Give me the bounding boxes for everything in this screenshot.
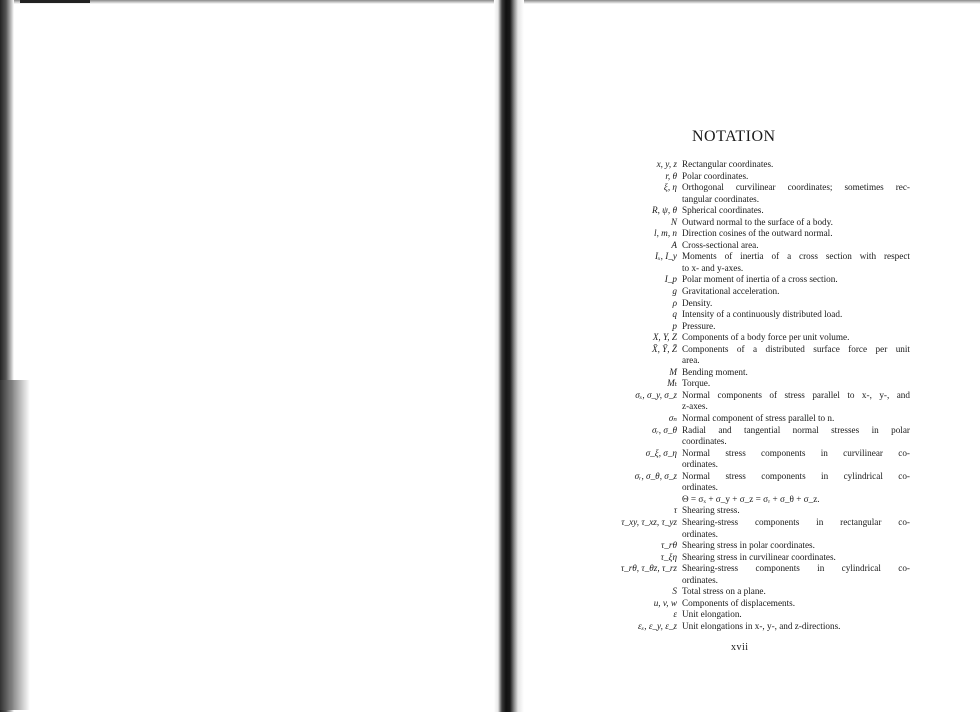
notation-description: z-axes.: [682, 401, 708, 412]
notation-description: Shearing-stress components in rectangular co-: [682, 516, 910, 527]
notation-description: Components of displacements.: [682, 597, 796, 608]
notation-row: [600, 598, 930, 610]
notation-symbol: l, m, n: [654, 228, 677, 239]
notation-symbol: τ: [673, 505, 677, 516]
notation-symbol: p: [672, 320, 677, 331]
notation-row: [600, 413, 930, 425]
notation-row: [600, 575, 930, 587]
notation-row: [600, 494, 930, 506]
notation-row: [600, 517, 930, 529]
notation-description: Rectangular coordinates.: [682, 159, 774, 169]
notation-symbol: Iₓ, I_y: [655, 251, 677, 262]
notation-symbol: σᵣ, σ_θ: [651, 424, 677, 435]
notation-symbol: x, y, z: [656, 159, 677, 169]
notation-description: Shearing-stress components in cylindrical co-: [682, 563, 910, 574]
notation-description: Shearing stress in curvilinear coordinates.: [682, 551, 836, 562]
notation-description: ordinates.: [682, 459, 718, 470]
notation-description: Radial and tangential normal stresses in polar: [682, 424, 910, 435]
notation-row: [600, 529, 930, 541]
notation-description: Components of a distributed surface force per unit: [682, 343, 910, 354]
notation-description: ordinates.: [682, 482, 718, 493]
notation-description: Components of a body force per unit volume.: [682, 332, 850, 343]
notation-row: [600, 540, 930, 552]
notation-row: [600, 609, 930, 621]
notation-symbol: σₓ, σ_y, σ_z: [635, 389, 677, 400]
notation-row: [600, 621, 930, 633]
notation-row: [600, 171, 930, 183]
notation-row: [600, 482, 930, 494]
notation-symbol: τ_ξη: [660, 551, 677, 562]
notation-row: [600, 205, 930, 217]
notation-description: Polar moment of inertia of a cross section.: [682, 274, 838, 285]
notation-row: [600, 401, 930, 413]
notation-description: Shearing stress.: [682, 505, 740, 516]
blank-left-page: [14, 0, 494, 712]
notation-row: [600, 251, 930, 263]
notation-description: Normal stress components in cylindrical co-: [682, 470, 910, 481]
notation-symbol: τ_rθ: [661, 540, 677, 551]
notation-symbol: N: [670, 216, 677, 227]
notation-description: ordinates.: [682, 574, 718, 585]
page-title: NOTATION: [692, 128, 776, 145]
notation-description: ordinates.: [682, 528, 718, 539]
notation-description: Torque.: [682, 378, 711, 389]
notation-row: [600, 182, 930, 194]
notation-symbol: R, ψ, θ: [651, 205, 677, 216]
notation-description: Shearing stress in polar coordinates.: [682, 540, 815, 551]
notation-description: tangular coordinates.: [682, 193, 760, 204]
notation-row: [600, 355, 930, 367]
notation-description: Spherical coordinates.: [682, 205, 764, 216]
notation-description: Unit elongations in x-, y-, and z-directions.: [682, 620, 841, 631]
notation-row: [600, 367, 930, 379]
notation-row: [600, 298, 930, 310]
notation-symbol: εₓ, ε_y, ε_z: [638, 620, 677, 631]
notation-description: Unit elongation.: [682, 609, 742, 620]
notation-row: [600, 344, 930, 356]
notation-description: coordinates.: [682, 436, 727, 447]
notation-description: Total stress on a plane.: [682, 586, 766, 597]
notation-description: Outward normal to the surface of a body.: [682, 216, 833, 227]
notation-description: Normal component of stress parallel to n.: [682, 413, 835, 424]
notation-row: [600, 321, 930, 333]
notation-row: [600, 286, 930, 298]
notation-description: Intensity of a continuously distributed load.: [682, 309, 843, 320]
notation-symbol: r, θ: [665, 170, 677, 181]
notation-description: Cross-sectional area.: [682, 239, 759, 250]
notation-symbol: q: [672, 309, 677, 320]
notation-symbol: τ_rθ, τ_θz, τ_rz: [620, 563, 677, 574]
notation-row: [600, 217, 930, 229]
notation-row: [600, 274, 930, 286]
notation-symbol: A: [671, 239, 677, 250]
notation-symbol: ρ: [672, 297, 677, 308]
notation-symbol: σₙ: [668, 413, 677, 424]
notation-row: [600, 390, 930, 402]
notation-symbol: X, Y, Z: [652, 332, 677, 343]
notation-row: [600, 263, 930, 275]
notation-description: Θ = σₓ + σ_y + σ_z = σᵣ + σ_θ + σ_z.: [682, 493, 820, 504]
notation-description: Moments of inertia of a cross section with respect: [682, 251, 910, 262]
notation-description: Polar coordinates.: [682, 170, 749, 181]
notation-row: [600, 425, 930, 437]
notation-symbol: X̄, Ȳ, Z̄: [651, 343, 677, 354]
notation-symbol: Mₜ: [667, 378, 677, 389]
notation-row: [600, 552, 930, 564]
page-number: xvii: [731, 642, 749, 653]
notation-symbol: ξ, η: [663, 182, 677, 193]
notation-symbol: u, v, w: [653, 597, 677, 608]
notation-row: [600, 563, 930, 575]
notation-description: to x- and y-axes.: [682, 262, 744, 273]
notation-symbol: M: [669, 366, 677, 377]
notation-symbol: S: [672, 586, 677, 597]
notation-row: [600, 228, 930, 240]
notation-row: [600, 471, 930, 483]
notation-row: [600, 505, 930, 517]
notation-row: [600, 459, 930, 471]
notation-symbol: τ_xy, τ_xz, τ_yz: [621, 516, 677, 527]
notation-description: Normal components of stress parallel to x-, y-, and: [682, 389, 910, 400]
notation-row: [600, 240, 930, 252]
notation-description: Direction cosines of the outward normal.: [682, 228, 833, 239]
notation-row: [600, 436, 930, 448]
notation-description: Density.: [682, 297, 713, 308]
notation-symbol: σᵣ, σ_θ, σ_z: [634, 470, 677, 481]
notation-description: Orthogonal curvilinear coordinates; sometimes rec-: [682, 182, 910, 193]
notation-row: [600, 332, 930, 344]
notation-symbol: σ_ξ, σ_η: [645, 447, 677, 458]
notation-list: [600, 159, 930, 632]
notation-row: [600, 586, 930, 598]
notation-symbol: ε: [673, 609, 677, 620]
notation-symbol: g: [672, 286, 677, 297]
notation-description: Gravitational acceleration.: [682, 286, 780, 297]
notation-symbol: I_p: [664, 274, 677, 285]
notation-row: [600, 378, 930, 390]
notation-description: area.: [682, 355, 700, 366]
notation-description: Normal stress components in curvilinear co-: [682, 447, 910, 458]
notation-description: Bending moment.: [682, 366, 748, 377]
book-spine-gutter: [494, 0, 524, 712]
notation-row: [600, 448, 930, 460]
notation-description: Pressure.: [682, 320, 716, 331]
scan-left-edge: [0, 0, 14, 712]
notation-row: [600, 309, 930, 321]
notation-row: [600, 194, 930, 206]
notation-row: [600, 159, 930, 171]
